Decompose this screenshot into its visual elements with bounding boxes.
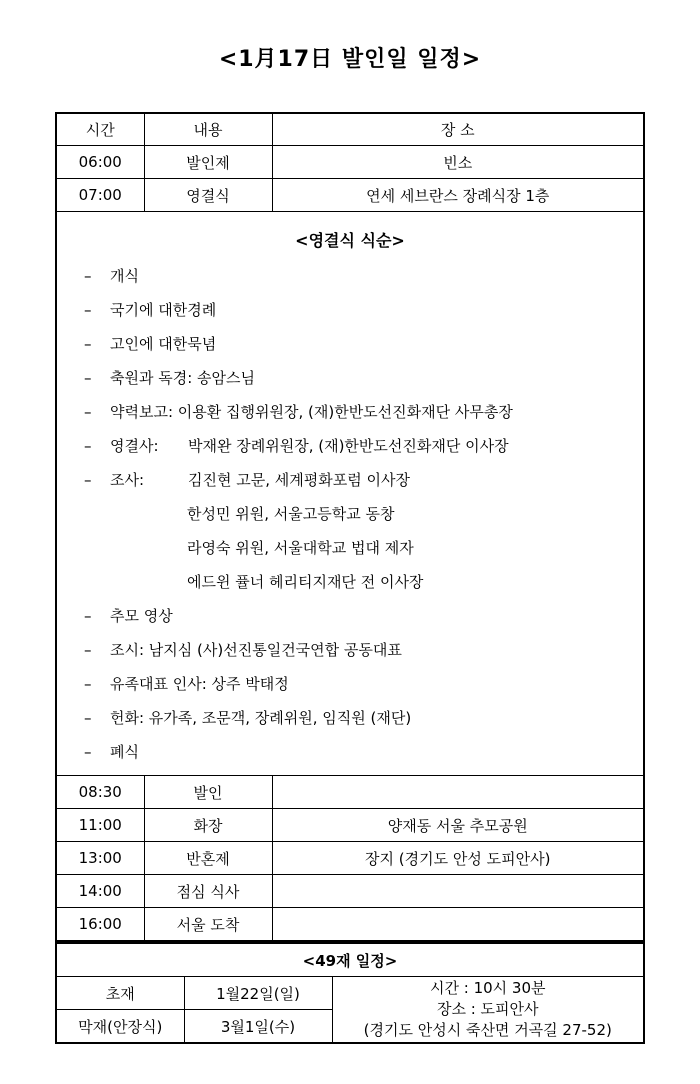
list-item: – 추모 영상 xyxy=(84,607,173,625)
row-time: 07:00 xyxy=(56,179,144,212)
header-place: 장 소 xyxy=(272,113,644,146)
row-place: 장지 (경기도 안성 도피안사) xyxy=(272,842,644,875)
list-item-continuation: 라영숙 위원, 서울대학교 법대 제자 xyxy=(187,539,414,557)
row-time: 13:00 xyxy=(56,842,144,875)
list-item: – 헌화: 유가족, 조문객, 장례위원, 임직원 (재단) xyxy=(84,709,412,727)
table-row xyxy=(56,776,644,809)
rite-date: 3월1일(수) xyxy=(184,1010,332,1044)
list-item: – 개식 xyxy=(84,267,139,285)
ceremony-order-cell xyxy=(56,212,644,776)
row-place: 빈소 xyxy=(272,146,644,179)
row-content: 반혼제 xyxy=(144,842,272,875)
rite-date: 1월22일(일) xyxy=(184,977,332,1010)
row-time: 14:00 xyxy=(56,875,144,908)
row-place xyxy=(272,908,644,942)
table-row xyxy=(56,875,644,908)
header-time: 시간 xyxy=(56,113,144,146)
row-place: 연세 세브란스 장례식장 1층 xyxy=(272,179,644,212)
ceremony-order-row xyxy=(56,212,644,776)
row-place xyxy=(272,875,644,908)
row-content: 서울 도착 xyxy=(144,908,272,942)
list-item: – 유족대표 인사: 상주 박태정 xyxy=(84,675,289,693)
rite-name: 초재 xyxy=(56,977,184,1010)
row-place xyxy=(272,776,644,809)
info-address: (경기도 안성시 죽산면 거곡길 27-52) xyxy=(363,1021,612,1039)
row-content: 발인제 xyxy=(144,146,272,179)
list-item-continuation: 에드윈 퓰너 헤리티지재단 전 이사장 xyxy=(187,573,424,591)
table-row xyxy=(56,977,644,1010)
row-content: 화장 xyxy=(144,809,272,842)
info-place: 장소 : 도피안사 xyxy=(436,1000,539,1018)
header-content: 내용 xyxy=(144,113,272,146)
table-row xyxy=(56,809,644,842)
row-time: 11:00 xyxy=(56,809,144,842)
list-item: – 국기에 대한경례 xyxy=(84,301,217,319)
memorial-49-title-row xyxy=(56,943,644,977)
list-item: – 폐식 xyxy=(84,743,139,761)
row-content: 발인 xyxy=(144,776,272,809)
page-title: <1月17日 발인일 일정> xyxy=(218,47,482,72)
list-item: – 고인에 대한묵념 xyxy=(84,335,217,353)
list-item: – 축원과 독경: 송암스님 xyxy=(84,369,256,387)
memorial-49-table xyxy=(55,942,645,1044)
list-item-continuation: 한성민 위원, 서울고등학교 동창 xyxy=(187,505,395,523)
list-item: – 조사: 김진현 고문, 세계평화포럼 이사장 xyxy=(84,471,410,489)
row-place: 양재동 서울 추모공원 xyxy=(272,809,644,842)
rite-name: 막재(안장식) xyxy=(56,1010,184,1044)
table-header-row xyxy=(56,113,644,146)
ceremony-order-title: <영결식 식순> xyxy=(295,231,405,250)
ceremony-order-list xyxy=(57,259,643,769)
row-time: 08:30 xyxy=(56,776,144,809)
memorial-49-title: <49재 일정> xyxy=(56,943,644,977)
list-item: – 영결사: 박재완 장례위원장, (재)한반도선진화재단 이사장 xyxy=(84,437,509,455)
list-item: – 조시: 남지심 (사)선진통일건국연합 공동대표 xyxy=(84,641,402,659)
memorial-49-info xyxy=(332,977,644,1044)
row-time: 16:00 xyxy=(56,908,144,942)
table-row xyxy=(56,842,644,875)
list-item: – 약력보고: 이용환 집행위원장, (재)한반도선진화재단 사무총장 xyxy=(84,403,513,421)
table-row xyxy=(56,908,644,942)
row-time: 06:00 xyxy=(56,146,144,179)
table-row xyxy=(56,179,644,212)
info-time: 시간 : 10시 30분 xyxy=(430,979,546,997)
table-row xyxy=(56,146,644,179)
schedule-table xyxy=(55,112,645,942)
row-content: 영결식 xyxy=(144,179,272,212)
row-content: 점심 식사 xyxy=(144,875,272,908)
